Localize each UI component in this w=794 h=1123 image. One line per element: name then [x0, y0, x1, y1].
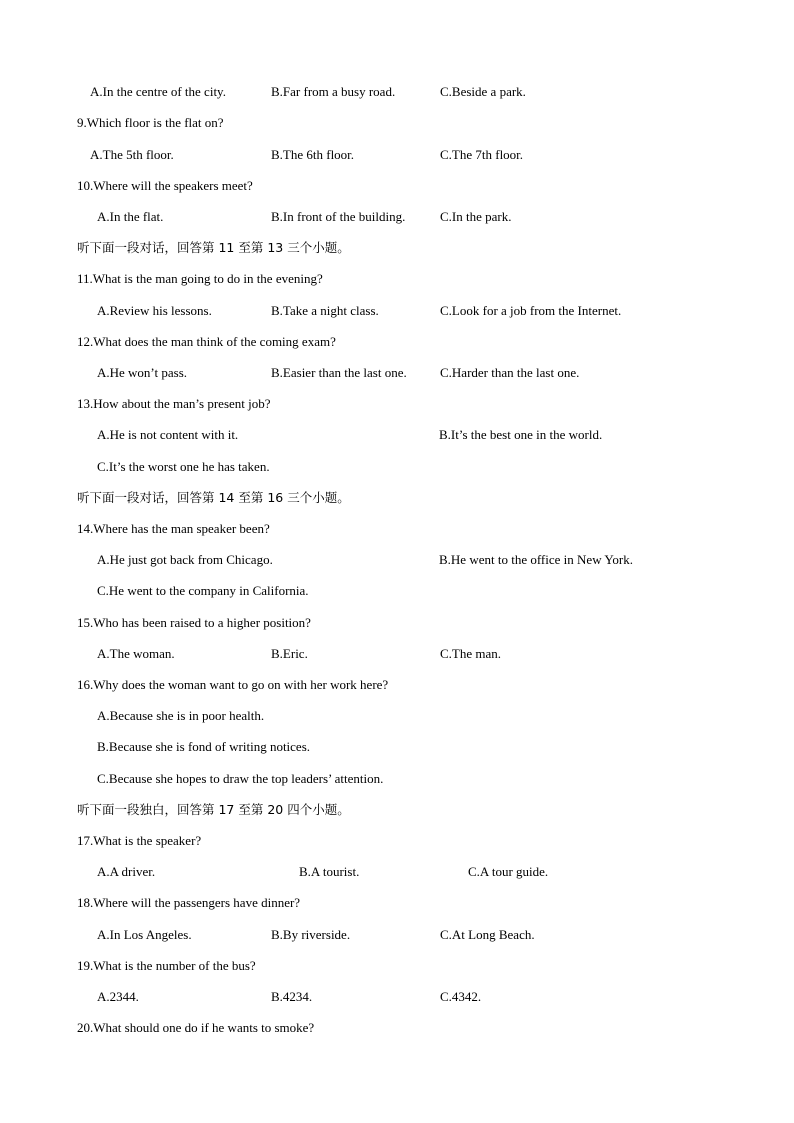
section-instruction: 听下面一段独白，回答第 17 至第 20 四个小题。 [77, 802, 350, 817]
answer-option: B.By riverside. [271, 927, 351, 942]
answer-option: A.In the centre of the city. [90, 84, 226, 99]
section-instruction: 听下面一段对话，回答第 11 至第 13 三个小题。 [77, 240, 350, 255]
answer-option: B.Eric. [271, 646, 308, 661]
answer-option: A.The 5th floor. [90, 147, 174, 162]
answer-option: B.Because she is fond of writing notices. [97, 739, 311, 754]
question-text: 10.Where will the speakers meet? [77, 178, 253, 193]
answer-option: B.The 6th floor. [271, 147, 355, 162]
answer-option: B.Far from a busy road. [271, 84, 396, 99]
answer-option: A.The woman. [97, 646, 175, 661]
question-text: 16.Why does the woman want to go on with her work here? [77, 677, 389, 692]
answer-option: B.4234. [271, 989, 313, 1004]
question-text: 14.Where has the man speaker been? [77, 521, 270, 536]
answer-option: A.2344. [97, 989, 139, 1004]
question-text: 17.What is the speaker? [77, 833, 202, 848]
answer-option: B.He went to the office in New York. [439, 552, 634, 567]
answer-option: A.A driver. [97, 864, 156, 879]
answer-option: C.The man. [440, 646, 502, 661]
question-text: 20.What should one do if he wants to smoke? [77, 1020, 315, 1035]
answer-option: B.Take a night class. [271, 303, 379, 318]
answer-option: C.Beside a park. [440, 84, 526, 99]
answer-option: A.In Los Angeles. [97, 927, 192, 942]
answer-option: B.In front of the building. [271, 209, 406, 224]
answer-option: C.The 7th floor. [440, 147, 524, 162]
section-instruction: 听下面一段对话，回答第 14 至第 16 三个小题。 [77, 490, 350, 505]
answer-option: B.It’s the best one in the world. [439, 427, 603, 442]
answer-option: A.Because she is in poor health. [97, 708, 265, 723]
question-text: 19.What is the number of the bus? [77, 958, 256, 973]
answer-option: C.It’s the worst one he has taken. [97, 459, 270, 474]
answer-option: C.In the park. [440, 209, 512, 224]
answer-option: C.Because she hopes to draw the top leaders’ attention. [97, 771, 384, 786]
answer-option: C.Look for a job from the Internet. [440, 303, 622, 318]
answer-option: C.He went to the company in California. [97, 583, 309, 598]
answer-option: B.Easier than the last one. [271, 365, 407, 380]
answer-option: A.He won’t pass. [97, 365, 188, 380]
answer-option: A.He is not content with it. [97, 427, 239, 442]
question-text: 11.What is the man going to do in the evening? [77, 271, 323, 286]
answer-option: B.A tourist. [299, 864, 360, 879]
answer-option: A.He just got back from Chicago. [97, 552, 273, 567]
question-text: 13.How about the man’s present job? [77, 396, 271, 411]
answer-option: A.Review his lessons. [97, 303, 212, 318]
answer-option: C.4342. [440, 989, 482, 1004]
question-text: 15.Who has been raised to a higher position? [77, 615, 311, 630]
answer-option: C.Harder than the last one. [440, 365, 580, 380]
answer-option: C.At Long Beach. [440, 927, 535, 942]
question-text: 18.Where will the passengers have dinner? [77, 895, 301, 910]
answer-option: A.In the flat. [97, 209, 164, 224]
question-text: 12.What does the man think of the coming exam? [77, 334, 336, 349]
answer-option: C.A tour guide. [468, 864, 549, 879]
question-text: 9.Which floor is the flat on? [77, 115, 224, 130]
